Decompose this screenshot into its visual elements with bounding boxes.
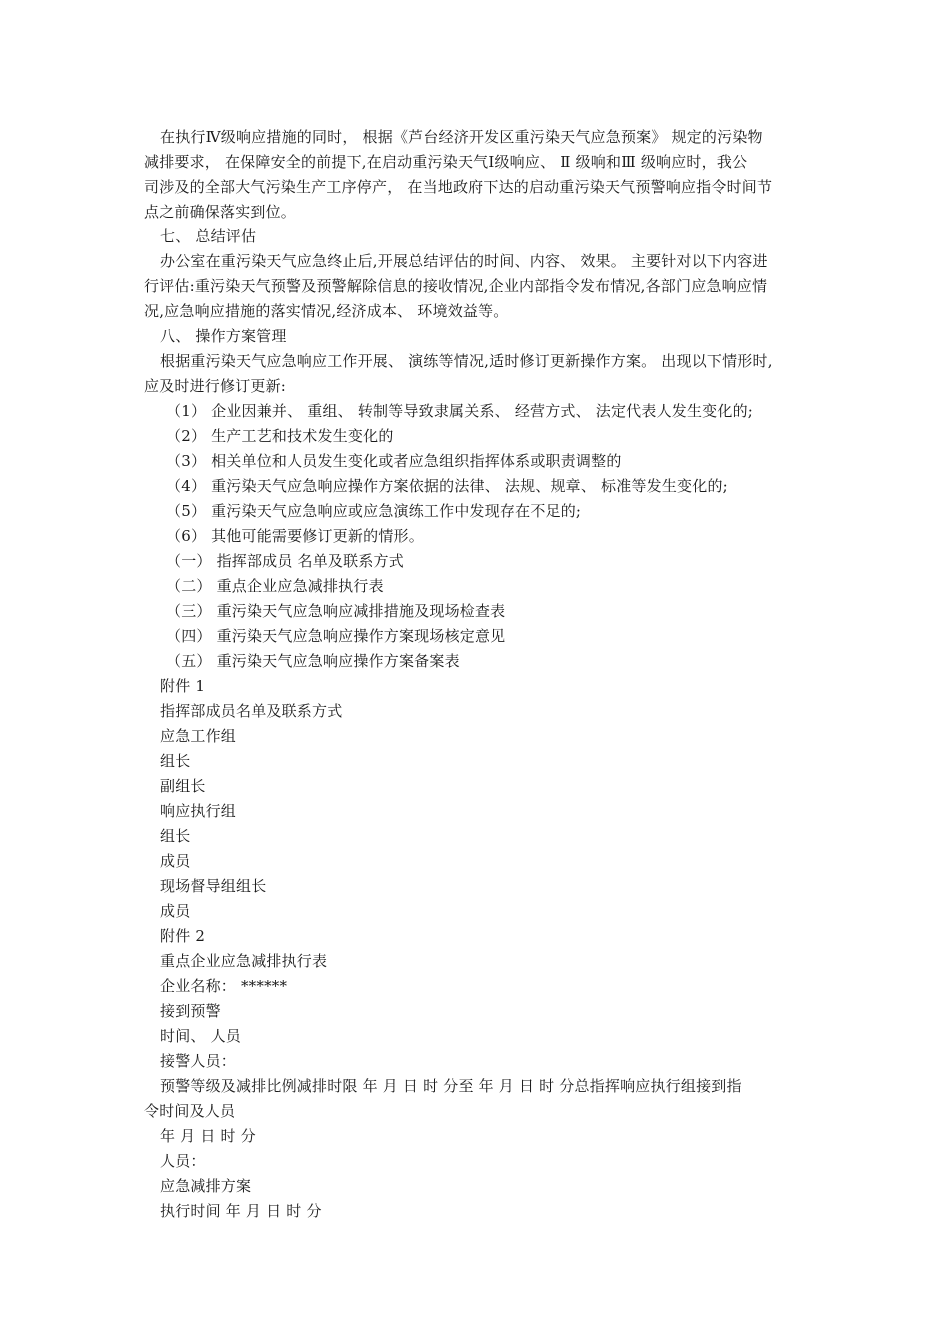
list-item: （5） 重污染天气应急响应或应急演练工作中发现存在不足的; xyxy=(166,502,582,520)
text-line: 成员 xyxy=(160,902,191,920)
paragraph-line: 减排要求， 在保障安全的前提下,在启动重污染天气Ⅰ级响应、 Ⅱ 级响和Ⅲ 级响应时，我公 xyxy=(144,153,748,171)
text-line: 人员： xyxy=(160,1152,206,1170)
section-heading: 八、 操作方案管理 xyxy=(160,327,287,345)
appendix-title: 重点企业应急减排执行表 xyxy=(160,952,328,970)
list-item: （3） 相关单位和人员发生变化或者应急组织指挥体系或职责调整的 xyxy=(166,452,622,470)
text-line: 现场督导组组长 xyxy=(160,877,267,895)
text-line: 应急减排方案 xyxy=(160,1177,252,1195)
appendix-label: 附件 2 xyxy=(160,927,206,945)
text-line: 副组长 xyxy=(160,777,206,795)
paragraph-line: 应及时进行修订更新: xyxy=(144,377,287,395)
paragraph-line: 行评估:重污染天气预警及预警解除信息的接收情况,企业内部指令发布情况,各部门应急响应情 xyxy=(144,277,768,295)
appendix-list-item: （二） 重点企业应急减排执行表 xyxy=(166,577,384,595)
text-line: 成员 xyxy=(160,852,191,870)
appendix-list-item: （一） 指挥部成员 名单及联系方式 xyxy=(166,552,404,570)
paragraph-line: 司涉及的全部大气污染生产工序停产， 在当地政府下达的启动重污染天气预警响应指令时间节 xyxy=(144,178,773,196)
appendix-list-item: （三） 重污染天气应急响应减排措施及现场检查表 xyxy=(166,602,506,620)
appendix-list-item: （五） 重污染天气应急响应操作方案备案表 xyxy=(166,652,460,670)
text-line: 预警等级及减排比例减排时限 年 月 日 时 分至 年 月 日 时 分总指挥响应执行组接到指 xyxy=(160,1077,742,1095)
paragraph-line: 办公室在重污染天气应急终止后,开展总结评估的时间、内容、 效果。 主要针对以下内容进 xyxy=(160,252,768,270)
company-name-line: 企业名称： ****** xyxy=(160,977,288,995)
text-line: 令时间及人员 xyxy=(144,1102,236,1120)
list-item: （4） 重污染天气应急响应操作方案依据的法律、 法规、规章、 标准等发生变化的; xyxy=(166,477,728,495)
text-line: 响应执行组 xyxy=(160,802,237,820)
list-item: （2） 生产工艺和技术发生变化的 xyxy=(166,427,394,445)
appendix-label: 附件 1 xyxy=(160,677,206,695)
list-item: （1） 企业因兼并、 重组、 转制等导致隶属关系、 经营方式、 法定代表人发生变化的; xyxy=(166,402,754,420)
paragraph-line: 点之前确保落实到位。 xyxy=(144,203,297,221)
text-line: 组长 xyxy=(160,752,191,770)
text-line: 时间、 人员 xyxy=(160,1027,241,1045)
appendix-title: 指挥部成员名单及联系方式 xyxy=(160,702,343,720)
text-line: 接到预警 xyxy=(160,1002,221,1020)
appendix-list-item: （四） 重污染天气应急响应操作方案现场核定意见 xyxy=(166,627,506,645)
paragraph-line: 根据重污染天气应急响应工作开展、 演练等情况,适时修订更新操作方案。 出现以下情形时, xyxy=(160,352,773,370)
text-line: 年 月 日 时 分 xyxy=(160,1127,256,1145)
section-heading: 七、 总结评估 xyxy=(160,227,257,245)
text-line: 应急工作组 xyxy=(160,727,237,745)
text-line: 组长 xyxy=(160,827,191,845)
text-line: 执行时间 年 月 日 时 分 xyxy=(160,1202,322,1220)
list-item: （6） 其他可能需要修订更新的情形。 xyxy=(166,527,424,545)
paragraph-line: 况,应急响应措施的落实情况,经济成本、 环境效益等。 xyxy=(144,302,509,320)
paragraph-line: 在执行Ⅳ级响应措施的同时， 根据《芦台经济开发区重污染天气应急预案》 规定的污染物 xyxy=(160,128,763,146)
text-line: 接警人员： xyxy=(160,1052,237,1070)
